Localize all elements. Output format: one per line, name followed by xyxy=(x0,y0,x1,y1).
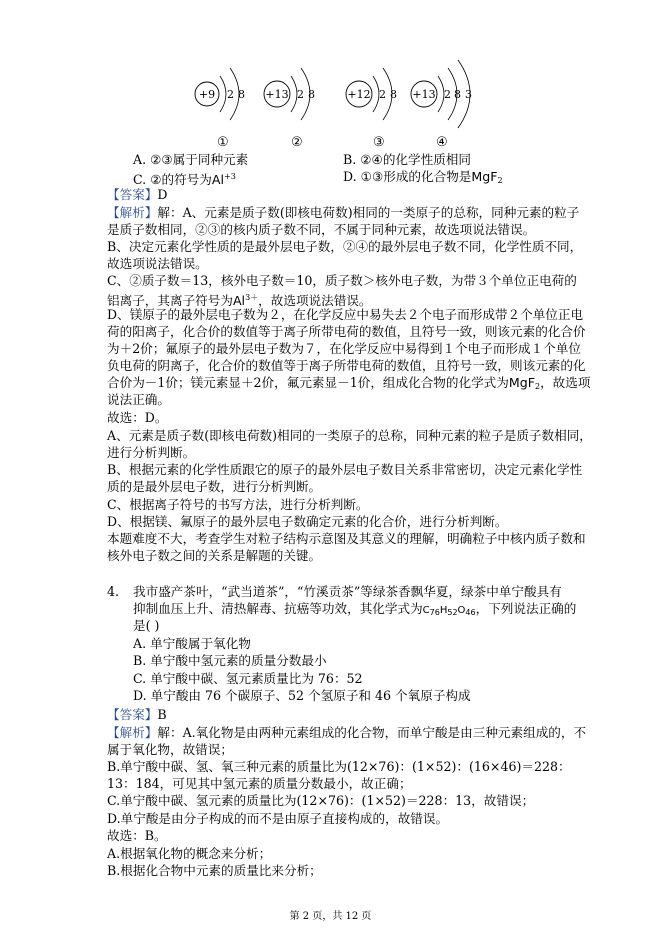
q3-analysis-line: 故选：D。 xyxy=(107,410,168,425)
atom-diagram-1 xyxy=(195,68,245,120)
q4-stem-line: 我市盛产茶叶，“武当道茶”，“竹溪贡茶”等绿茶香飘华夏，绿茶中单宁酸具有 xyxy=(133,584,562,599)
q4-stem-line: 是( ) xyxy=(133,618,160,633)
chemical-formula: MgF xyxy=(471,169,498,184)
q3-analysis-line: 质的是最外层电子数，进行分析判断。 xyxy=(107,479,322,494)
q3-option-a: A. ②③属于同种元素 xyxy=(133,152,249,167)
element-h: H xyxy=(439,605,448,616)
q4-number: 4. xyxy=(107,584,120,599)
q3-analysis-line: 说法正确。 xyxy=(107,392,170,407)
nucleus-charge: +13 xyxy=(412,88,436,101)
q3-analysis-line: 是质子数相同，②③的核内质子数不同，不属于同种元素，故选项说法错误。 xyxy=(107,222,536,237)
stem-text: ，下列说法正确的 xyxy=(475,601,577,616)
q4-analysis-line: D.单宁酸是由分子构成的而不是由原子直接构成的，故错误。 xyxy=(107,811,449,826)
q4-analysis-line: 13：184，可见其中氢元素的质量分数最小，故正确； xyxy=(107,776,412,791)
q4-analysis-line: B.根据化合物中元素的质量比来分析； xyxy=(107,863,322,878)
shell-electrons: 8 xyxy=(308,88,315,101)
stem-text: 抑制血压上升、清热解毒、抗癌等功效，其化学式为 xyxy=(133,601,423,616)
q3-analysis-line: 为＋2价；氟原子的最外层电子数为７，在化学反应中易得到１个电子而形成１个单位 xyxy=(107,341,581,356)
analysis-text: ，故选项说法错误。 xyxy=(258,293,372,309)
analysis-text: ，故选项 xyxy=(540,375,591,390)
diagram-label-4: ④ xyxy=(436,135,448,150)
atom-diagram-2 xyxy=(264,68,315,120)
q3-option-c-text: C. ②的符号为 xyxy=(133,172,212,188)
shell-electrons: 2 xyxy=(297,88,304,101)
q3-analysis-line: C、根据离子符号的书写方法，进行分析判断。 xyxy=(107,497,369,512)
page-footer: 第 2 页，共 12 页 xyxy=(289,911,372,922)
q4-analysis-line xyxy=(107,724,586,741)
diagram-label-2: ② xyxy=(291,135,303,150)
q4-answer xyxy=(107,706,167,723)
shell-electrons: 2 xyxy=(227,88,234,101)
q3-analysis-line xyxy=(107,374,590,395)
nucleus-charge: +13 xyxy=(265,88,289,101)
q3-analysis-line: 进行分析判断。 xyxy=(107,445,196,460)
q3-option-d-text: D. ①③形成的化合物是 xyxy=(343,169,472,184)
atom-diagram-3 xyxy=(346,68,397,120)
diagram-label-3: ③ xyxy=(373,135,385,150)
q4-option-c: C. 单宁酸中碳、氢元素质量比为 76：52 xyxy=(133,671,363,686)
q4-analysis-line: 故选：B。 xyxy=(107,828,167,843)
q3-option-d xyxy=(343,168,503,189)
answer-value: B xyxy=(157,707,167,722)
nucleus-charge: +9 xyxy=(198,88,216,101)
q4-analysis-line: 属于氧化物，故错误； xyxy=(107,742,233,757)
nucleus-charge: +12 xyxy=(347,88,371,101)
q4-option-b: B. 单宁酸中氢元素的质量分数最小 xyxy=(133,653,327,668)
answer-value: D xyxy=(157,187,168,202)
q3-analysis-line: B、决定元素化学性质的是最外层电子数，②④的最外层电子数不同，化学性质不同， xyxy=(107,239,583,254)
electron-shell-arc xyxy=(220,76,226,112)
formula-subscript: 76 xyxy=(429,608,440,617)
q4-option-d: D. 单宁酸由 76 个碳原子、52 个氢原子和 46 个氧原子构成 xyxy=(133,688,471,703)
chemical-formula: MgF xyxy=(508,375,535,390)
q4-analysis-line: B.单宁酸中碳、氢、氧三种元素的质量比为(12×76)：(1×52)：(16×46)＝228： xyxy=(107,759,571,774)
atom-diagram-4 xyxy=(411,60,472,128)
chemical-formula xyxy=(423,605,476,616)
analysis-text: 铝离子，其离子符号为 xyxy=(107,293,233,309)
element-o: O xyxy=(457,605,466,616)
answer-tag: 【答案】 xyxy=(107,187,158,202)
shell-electrons: 3 xyxy=(465,88,472,101)
q3-analysis-line: A、元素是质子数(即核电荷数)相同的一类原子的总称，同种元素的粒子是质子数相同， xyxy=(107,428,592,443)
atom-structure-diagrams xyxy=(0,45,661,175)
q3-answer xyxy=(107,186,167,203)
q3-analysis-line: 本题难度不大，考查学生对粒子结构示意图及其意义的理解，明确粒子中核内质子数和 xyxy=(107,531,586,546)
q3-option-b: B. ②④的化学性质相同 xyxy=(343,152,471,167)
shell-electrons: 8 xyxy=(238,88,245,101)
q3-analysis-line: 负电荷的阴离子，化合价的数值等于离子所带电荷的数值，且符号一致，则该元素的化 xyxy=(107,358,586,373)
analysis-text: 合价为－1价；镁元素显＋2价，氟元素显－1价，组成化合物的化学式为 xyxy=(107,375,509,390)
q4-analysis-line: C.单宁酸中碳、氢元素的质量比为(12×76)：(1×52)＝228：13，故错误； xyxy=(107,793,535,808)
formula-subscript: 52 xyxy=(447,608,458,617)
q3-analysis-line: 荷的阳离子，化合价的数值等于离子所带电荷的数值，且符号一致，则该元素的化合价 xyxy=(107,324,586,339)
q3-analysis-line: 核外电子数之间的关系是解题的关键。 xyxy=(107,548,322,563)
ion-symbol: Al xyxy=(232,293,246,309)
q3-analysis-line xyxy=(107,204,579,221)
element-c: C xyxy=(422,605,430,616)
shell-electrons: 2 xyxy=(379,88,386,101)
analysis-text: 解：A、元素是质子数(即核电荷数)相同的一类原子的总称，同种元素的粒子 xyxy=(157,205,580,220)
ion-charge: 3＋ xyxy=(245,293,259,302)
analysis-tag: 【解析】 xyxy=(107,725,158,740)
q4-analysis-line: A.根据氧化物的概念来分析； xyxy=(107,846,272,861)
q3-analysis-line: D、根据镁、氟原子的最外层电子数确定元素的化合价，进行分析判断。 xyxy=(107,514,508,529)
answer-tag: 【答案】 xyxy=(107,707,158,722)
q4-option-a: A. 单宁酸属于氧化物 xyxy=(133,636,251,651)
analysis-text: 解：A.氧化物是由两种元素组成的化合物，而单宁酸是由三种元素组成的，不 xyxy=(157,725,587,740)
shell-electrons: 2 xyxy=(444,88,451,101)
ion-charge: +3 xyxy=(223,172,236,181)
diagram-label-1: ① xyxy=(217,135,229,150)
formula-subscript: 2 xyxy=(534,382,541,391)
formula-subscript: 46 xyxy=(465,608,476,617)
analysis-tag: 【解析】 xyxy=(107,205,158,220)
shell-electrons: 8 xyxy=(390,88,397,101)
formula-subscript: 2 xyxy=(497,176,503,185)
shell-electrons: 8 xyxy=(454,88,461,101)
q4-stem-line xyxy=(133,600,576,621)
q3-analysis-line: C、②质子数＝13，核外电子数＝10，质子数＞核外电子数，为带３个单位正电荷的 xyxy=(107,273,577,288)
q3-analysis-line: D、镁原子的最外层电子数为２，在化学反应中易失去２个电子而形成带２个单位正电 xyxy=(107,307,584,322)
q3-analysis-line: 故选项说法错误。 xyxy=(107,256,208,271)
q3-analysis-line: B、根据元素的化学性质跟它的原子的最外层电子数目关系非常密切，决定元素化学性 xyxy=(107,462,583,477)
ion-symbol: Al xyxy=(211,172,224,188)
